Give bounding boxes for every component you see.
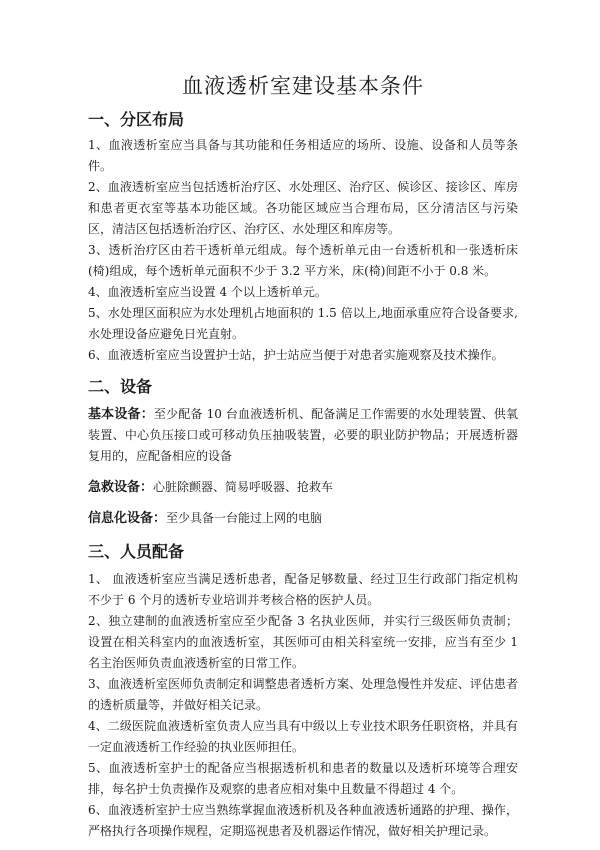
layout-item-6: 6、血液透析室应当设置护士站，护士站应当便于对患者实施观察及技术操作。: [88, 348, 504, 362]
equipment-basic: [88, 404, 518, 467]
document-title: 血液透析室建设基本条件: [182, 74, 424, 98]
staffing-item-1: 1、 血液透析室应当满足透析患者，配备足够数量、经过卫生行政部门指定机构不少于 6 个月的透析专业培训并考核合格的医护人员。: [88, 572, 518, 607]
equipment-emergency: [88, 477, 518, 498]
equipment-basic-text: 至少配备 10 台血液透析机、配备满足工作需要的水处理装置、供氧装置、中心负压接口或可移动负压抽吸装置，必要的职业防护物品；开展透析器复用的，应配备相应的设备: [88, 407, 518, 463]
staffing-item-2: 2、独立建制的血液透析室应至少配备 3 名执业医师，并实行三级医师负责制；设置在相关科室内的血液透析室，其医师可由相关科室统一安排，应当有至少 1 名主治医师负责血液透析室的日常工作。: [88, 614, 518, 670]
layout-item-2: 2、血液透析室应当包括透析治疗区、水处理区、治疗区、候诊区、接诊区、库房和患者更衣室等基本功能区域。各功能区域应当合理布局，区分清洁区与污染区，清洁区包括透析治疗区、治疗区、水处理区和库房等。: [88, 180, 518, 236]
staffing-item-5: 5、血液透析室护士的配备应当根据透析机和患者的数量以及透析环境等合理安排，每名护士负责操作及观察的患者应相对集中且数量不得超过 4 个。: [88, 761, 518, 796]
section-heading-staffing: 三、人员配备: [88, 542, 185, 561]
equipment-emergency-text: 心脏除颤器、简易呼吸器、抢救车: [153, 480, 334, 494]
layout-item-3: 3、透析治疗区由若干透析单元组成。每个透析单元由一台透析机和一张透析床(椅)组成，每个透析单元面积不少于 3.2 平方米，床(椅)间距不小于 0.8 米。: [88, 243, 518, 278]
section-equipment: [88, 376, 518, 529]
section-heading-layout: 一、分区布局: [88, 110, 185, 129]
equipment-emergency-label: 急救设备：: [88, 480, 154, 495]
section-layout: [88, 109, 518, 366]
equipment-it-label: 信息化设备：: [88, 511, 167, 526]
staffing-item-6: 6、血液透析室护士应当熟练掌握血液透析机及各种血液透析通路的护理、操作，严格执行各项操作规程，定期巡视患者及机器运作情况，做好相关护理记录。: [88, 803, 518, 838]
layout-item-5: 5、水处理区面积应为水处理机占地面积的 1.5 倍以上,地面承重应符合设备要求,水处理设备应避免日光直射。: [88, 306, 518, 341]
layout-item-4: 4、血液透析室应当设置 4 个以上透析单元。: [88, 285, 327, 299]
section-staffing: [88, 541, 518, 842]
section-heading-equipment: 二、设备: [88, 377, 153, 396]
staffing-item-3: 3、血液透析室医师负责制定和调整患者透析方案、处理急慢性并发症、评估患者的透析质量等，并做好相关记录。: [88, 677, 518, 712]
equipment-basic-label: 基本设备：: [88, 407, 154, 422]
equipment-it-text: 至少具备一台能过上网的电脑: [166, 511, 323, 525]
equipment-it: [88, 508, 518, 529]
staffing-item-4: 4、二级医院血液透析室负责人应当具有中级以上专业技术职务任职资格，并具有一定血液透析工作经验的执业医师担任。: [88, 719, 518, 754]
layout-item-1: 1、血液透析室应当具备与其功能和任务相适应的场所、设施、设备和人员等条件。: [88, 138, 518, 173]
